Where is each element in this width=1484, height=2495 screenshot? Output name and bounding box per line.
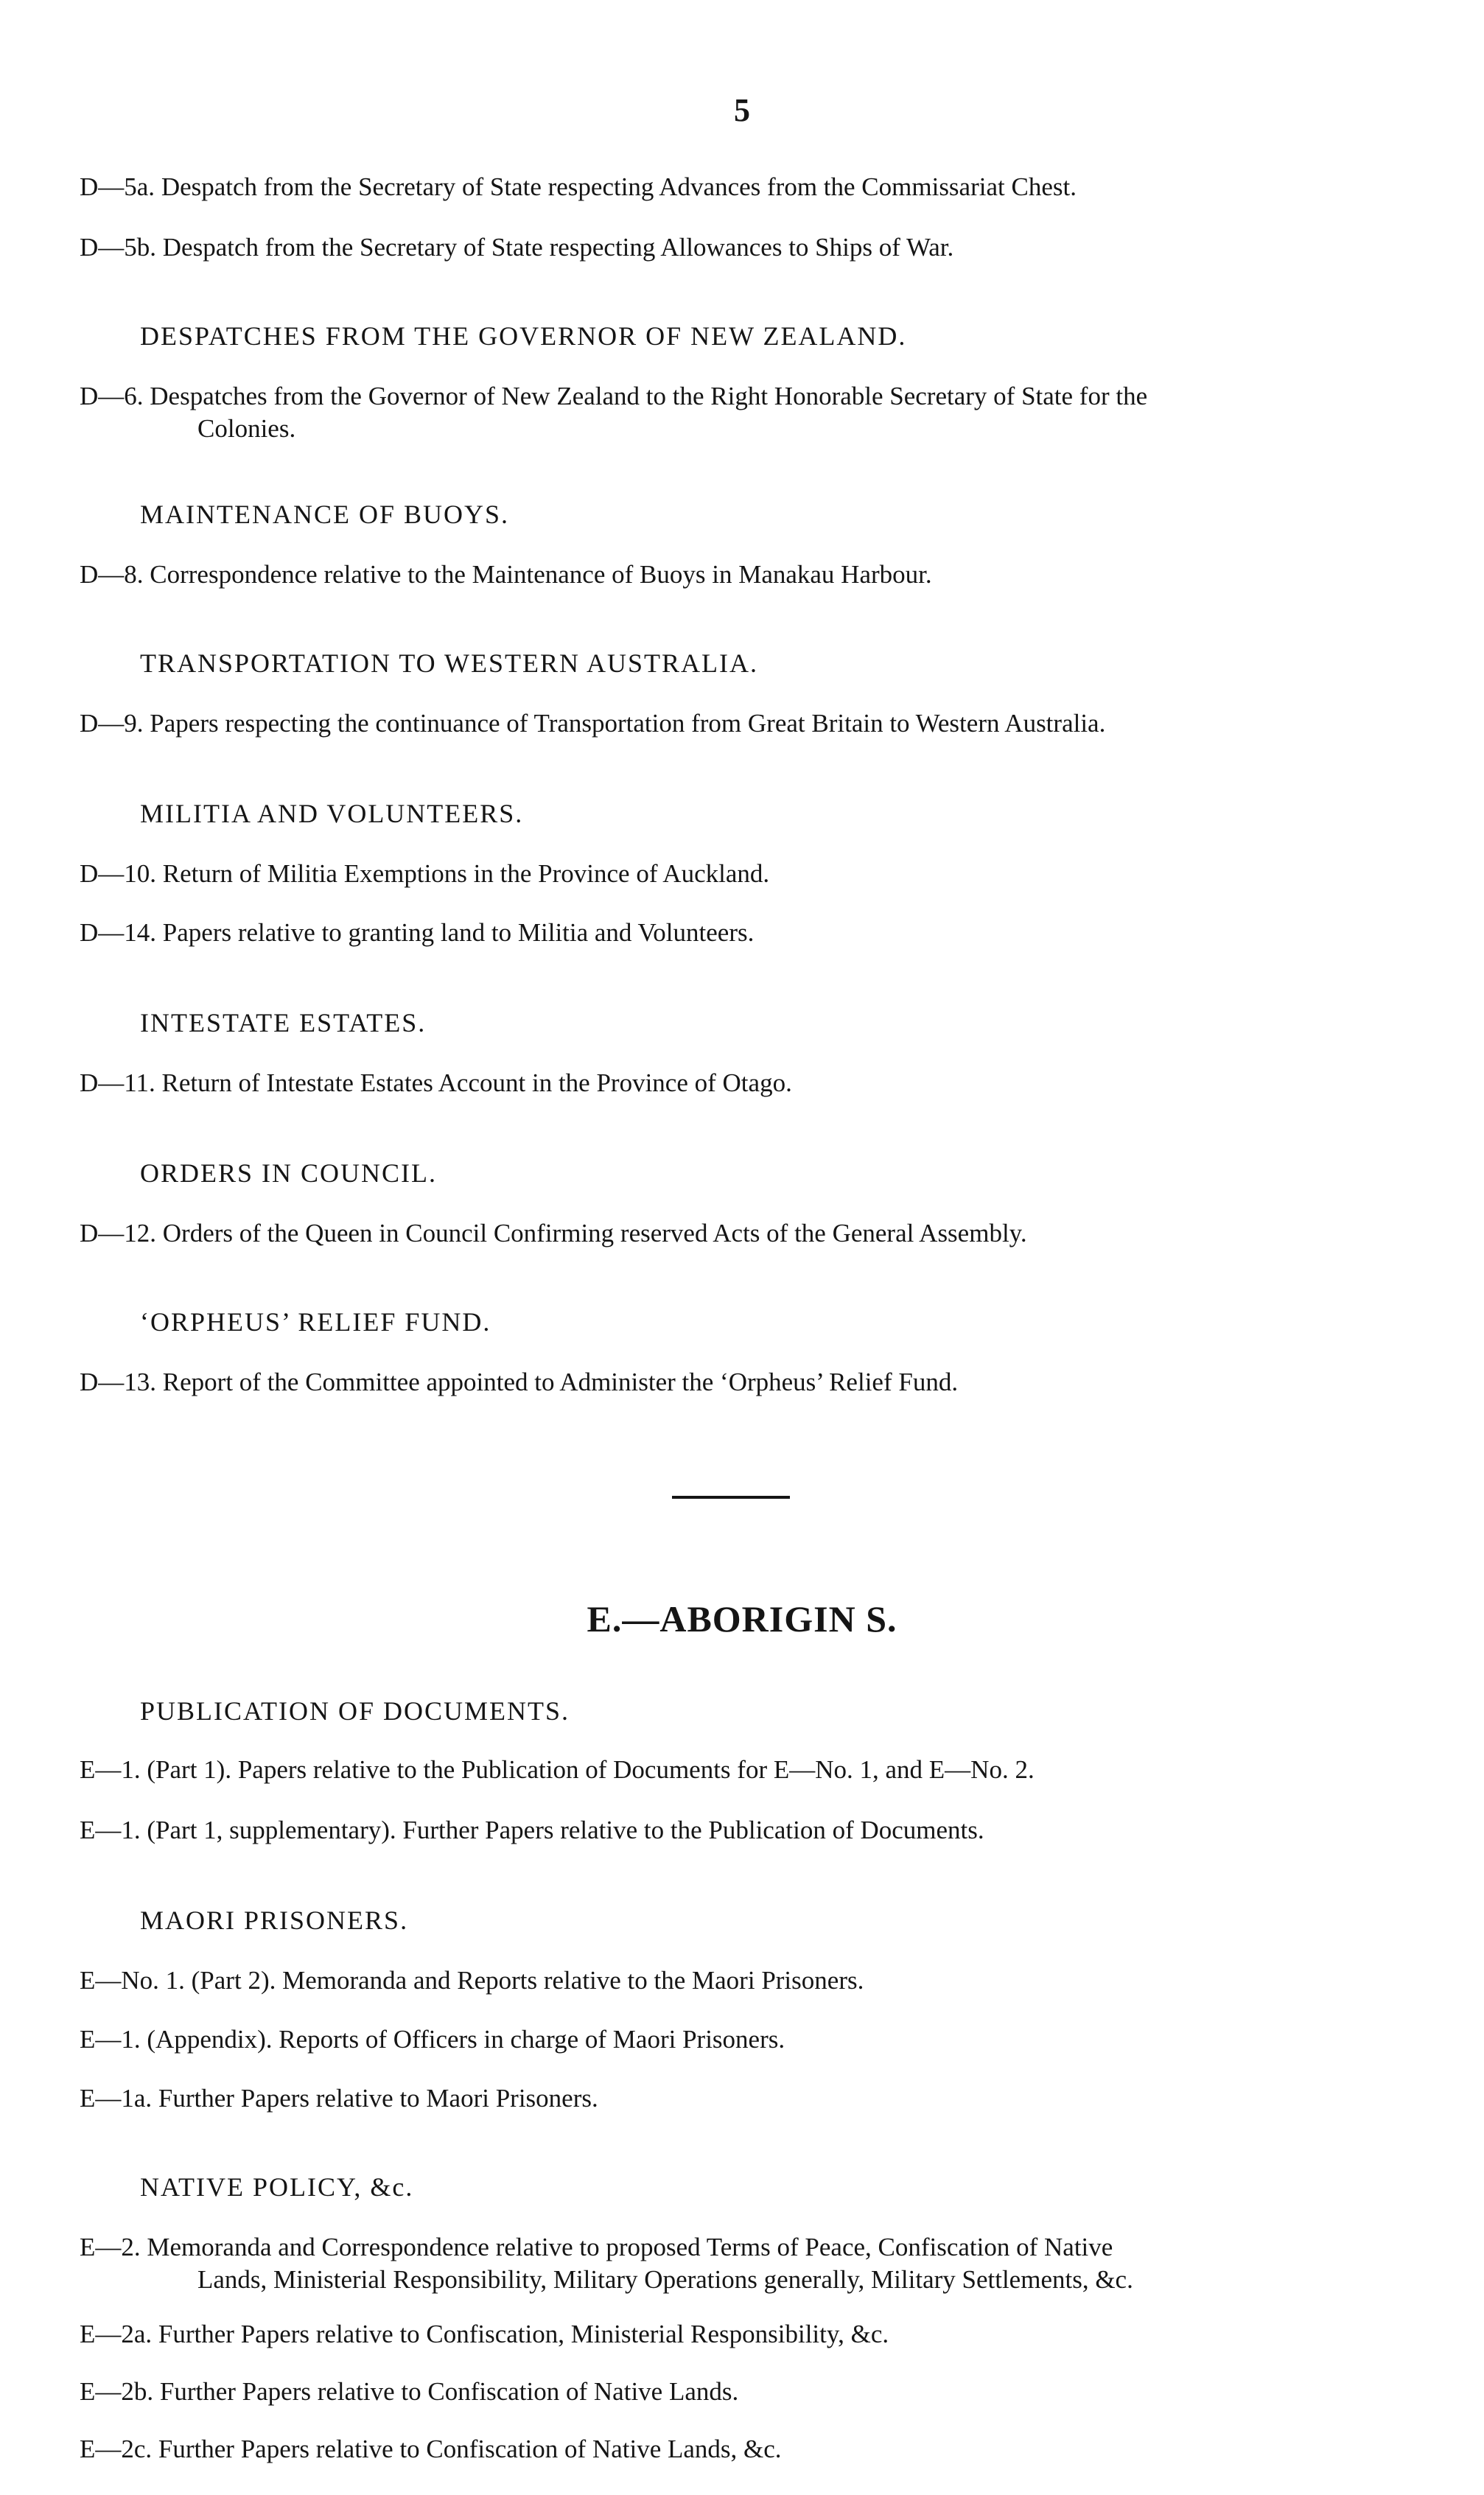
entry-code: E—2. — [80, 2233, 141, 2261]
entry-d-11 — [80, 1067, 1391, 1099]
entry-text: Further Papers relative to Confiscation of Native Lands, &c. — [158, 2435, 782, 2463]
entry-d-6 — [80, 380, 1391, 445]
entry-code: E—1. — [80, 2025, 141, 2054]
entry-text: Despatch from the Secretary of State respecting Allowances to Ships of War. — [162, 233, 954, 262]
heading-militia: MILITIA AND VOLUNTEERS. — [140, 799, 524, 828]
entry-e-1-part1 — [80, 1754, 1391, 1786]
entry-e-1a — [80, 2082, 1391, 2115]
entry-text: Despatches from the Governor of New Zealand to the Right Honorable Secretary of State for the — [150, 382, 1148, 410]
entry-e-2b — [80, 2376, 1391, 2408]
heading-intestate: INTESTATE ESTATES. — [140, 1008, 427, 1037]
entry-d-5b — [80, 231, 1391, 264]
entry-d-9 — [80, 707, 1391, 740]
entry-code: D—5a. — [80, 172, 155, 201]
entry-code: E—1a. — [80, 2084, 153, 2113]
entry-text: Further Papers relative to Confiscation, Ministerial Responsibility, &c. — [158, 2320, 889, 2348]
entry-code: D—6. — [80, 382, 144, 410]
entry-text: Further Papers relative to Maori Prisoners. — [158, 2084, 598, 2113]
entry-code: D—5b. — [80, 233, 157, 262]
section-divider-rule — [672, 1496, 790, 1499]
heading-orders: ORDERS IN COUNCIL. — [140, 1158, 438, 1188]
entry-code: E—2b. — [80, 2377, 154, 2406]
entry-continuation: Lands, Ministerial Responsibility, Military Operations generally, Military Settlements, &c. — [197, 2265, 1133, 2294]
entry-code: D—12. — [80, 1219, 157, 1248]
entry-e-2a — [80, 2318, 1391, 2351]
entry-text: Orders of the Queen in Council Confirming reserved Acts of the General Assembly. — [162, 1219, 1027, 1248]
entry-code: E—2a. — [80, 2320, 153, 2348]
entry-text: (Part 1, supplementary). Further Papers relative to the Publication of Documents. — [147, 1816, 984, 1844]
entry-d-5a — [80, 171, 1391, 203]
entry-text: Despatch from the Secretary of State respecting Advances from the Commissariat Chest. — [161, 172, 1077, 201]
heading-publication: PUBLICATION OF DOCUMENTS. — [140, 1696, 570, 1726]
entry-e-1-supplementary — [80, 1814, 1391, 1847]
section-title-aborigines: E.—ABORIGIN S. — [587, 1598, 897, 1640]
page-number: 5 — [734, 92, 750, 128]
heading-prisoners: MAORI PRISONERS. — [140, 1906, 409, 1935]
entry-text: Return of Militia Exemptions in the Province of Auckland. — [162, 859, 770, 888]
entry-code: D—14. — [80, 918, 157, 947]
entry-text: Report of the Committee appointed to Administer the ‘Orpheus’ Relief Fund. — [162, 1368, 959, 1396]
entry-e-2 — [80, 2231, 1391, 2296]
entry-text: Correspondence relative to the Maintenance of Buoys in Manakau Harbour. — [150, 560, 932, 589]
entry-code: D—11. — [80, 1068, 155, 1097]
entry-code: E—No. 1. — [80, 1966, 185, 1995]
entry-e-2c — [80, 2433, 1391, 2466]
entry-code: E—2c. — [80, 2435, 153, 2463]
entry-d-13 — [80, 1366, 1391, 1399]
entry-code: E—1. — [80, 1816, 141, 1844]
entry-d-14 — [80, 917, 1391, 949]
entry-e-1-appendix — [80, 2023, 1391, 2056]
entry-text: (Appendix). Reports of Officers in charge of Maori Prisoners. — [147, 2025, 785, 2054]
entry-d-8 — [80, 559, 1391, 591]
entry-text: Papers respecting the continuance of Transportation from Great Britain to Western Australia. — [150, 709, 1106, 738]
entry-d-10 — [80, 858, 1391, 890]
entry-text: (Part 2). Memoranda and Reports relative to the Maori Prisoners. — [191, 1966, 864, 1995]
entry-code: D—13. — [80, 1368, 157, 1396]
heading-despatches: DESPATCHES FROM THE GOVERNOR OF NEW ZEALAND. — [140, 321, 907, 351]
entry-d-12 — [80, 1217, 1391, 1250]
entry-code: E—1. — [80, 1755, 141, 1784]
heading-orpheus: ‘ORPHEUS’ RELIEF FUND. — [140, 1307, 491, 1337]
entry-e-no1-part2 — [80, 1964, 1391, 1997]
entry-code: D—8. — [80, 560, 144, 589]
entry-text: Further Papers relative to Confiscation of Native Lands. — [159, 2377, 739, 2406]
heading-native-policy: NATIVE POLICY, &c. — [140, 2172, 414, 2202]
entry-continuation: Colonies. — [197, 414, 296, 443]
entry-text: Return of Intestate Estates Account in the Province of Otago. — [161, 1068, 792, 1097]
entry-text: (Part 1). Papers relative to the Publication of Documents for E—No. 1, and E—No. 2. — [147, 1755, 1035, 1784]
entry-code: D—10. — [80, 859, 157, 888]
entry-text: Memoranda and Correspondence relative to proposed Terms of Peace, Confiscation of Native — [147, 2233, 1113, 2261]
heading-transportation: TRANSPORTATION TO WESTERN AUSTRALIA. — [140, 648, 759, 678]
entry-text: Papers relative to granting land to Militia and Volunteers. — [162, 918, 755, 947]
entry-code: D—9. — [80, 709, 144, 738]
heading-buoys: MAINTENANCE OF BUOYS. — [140, 500, 510, 529]
